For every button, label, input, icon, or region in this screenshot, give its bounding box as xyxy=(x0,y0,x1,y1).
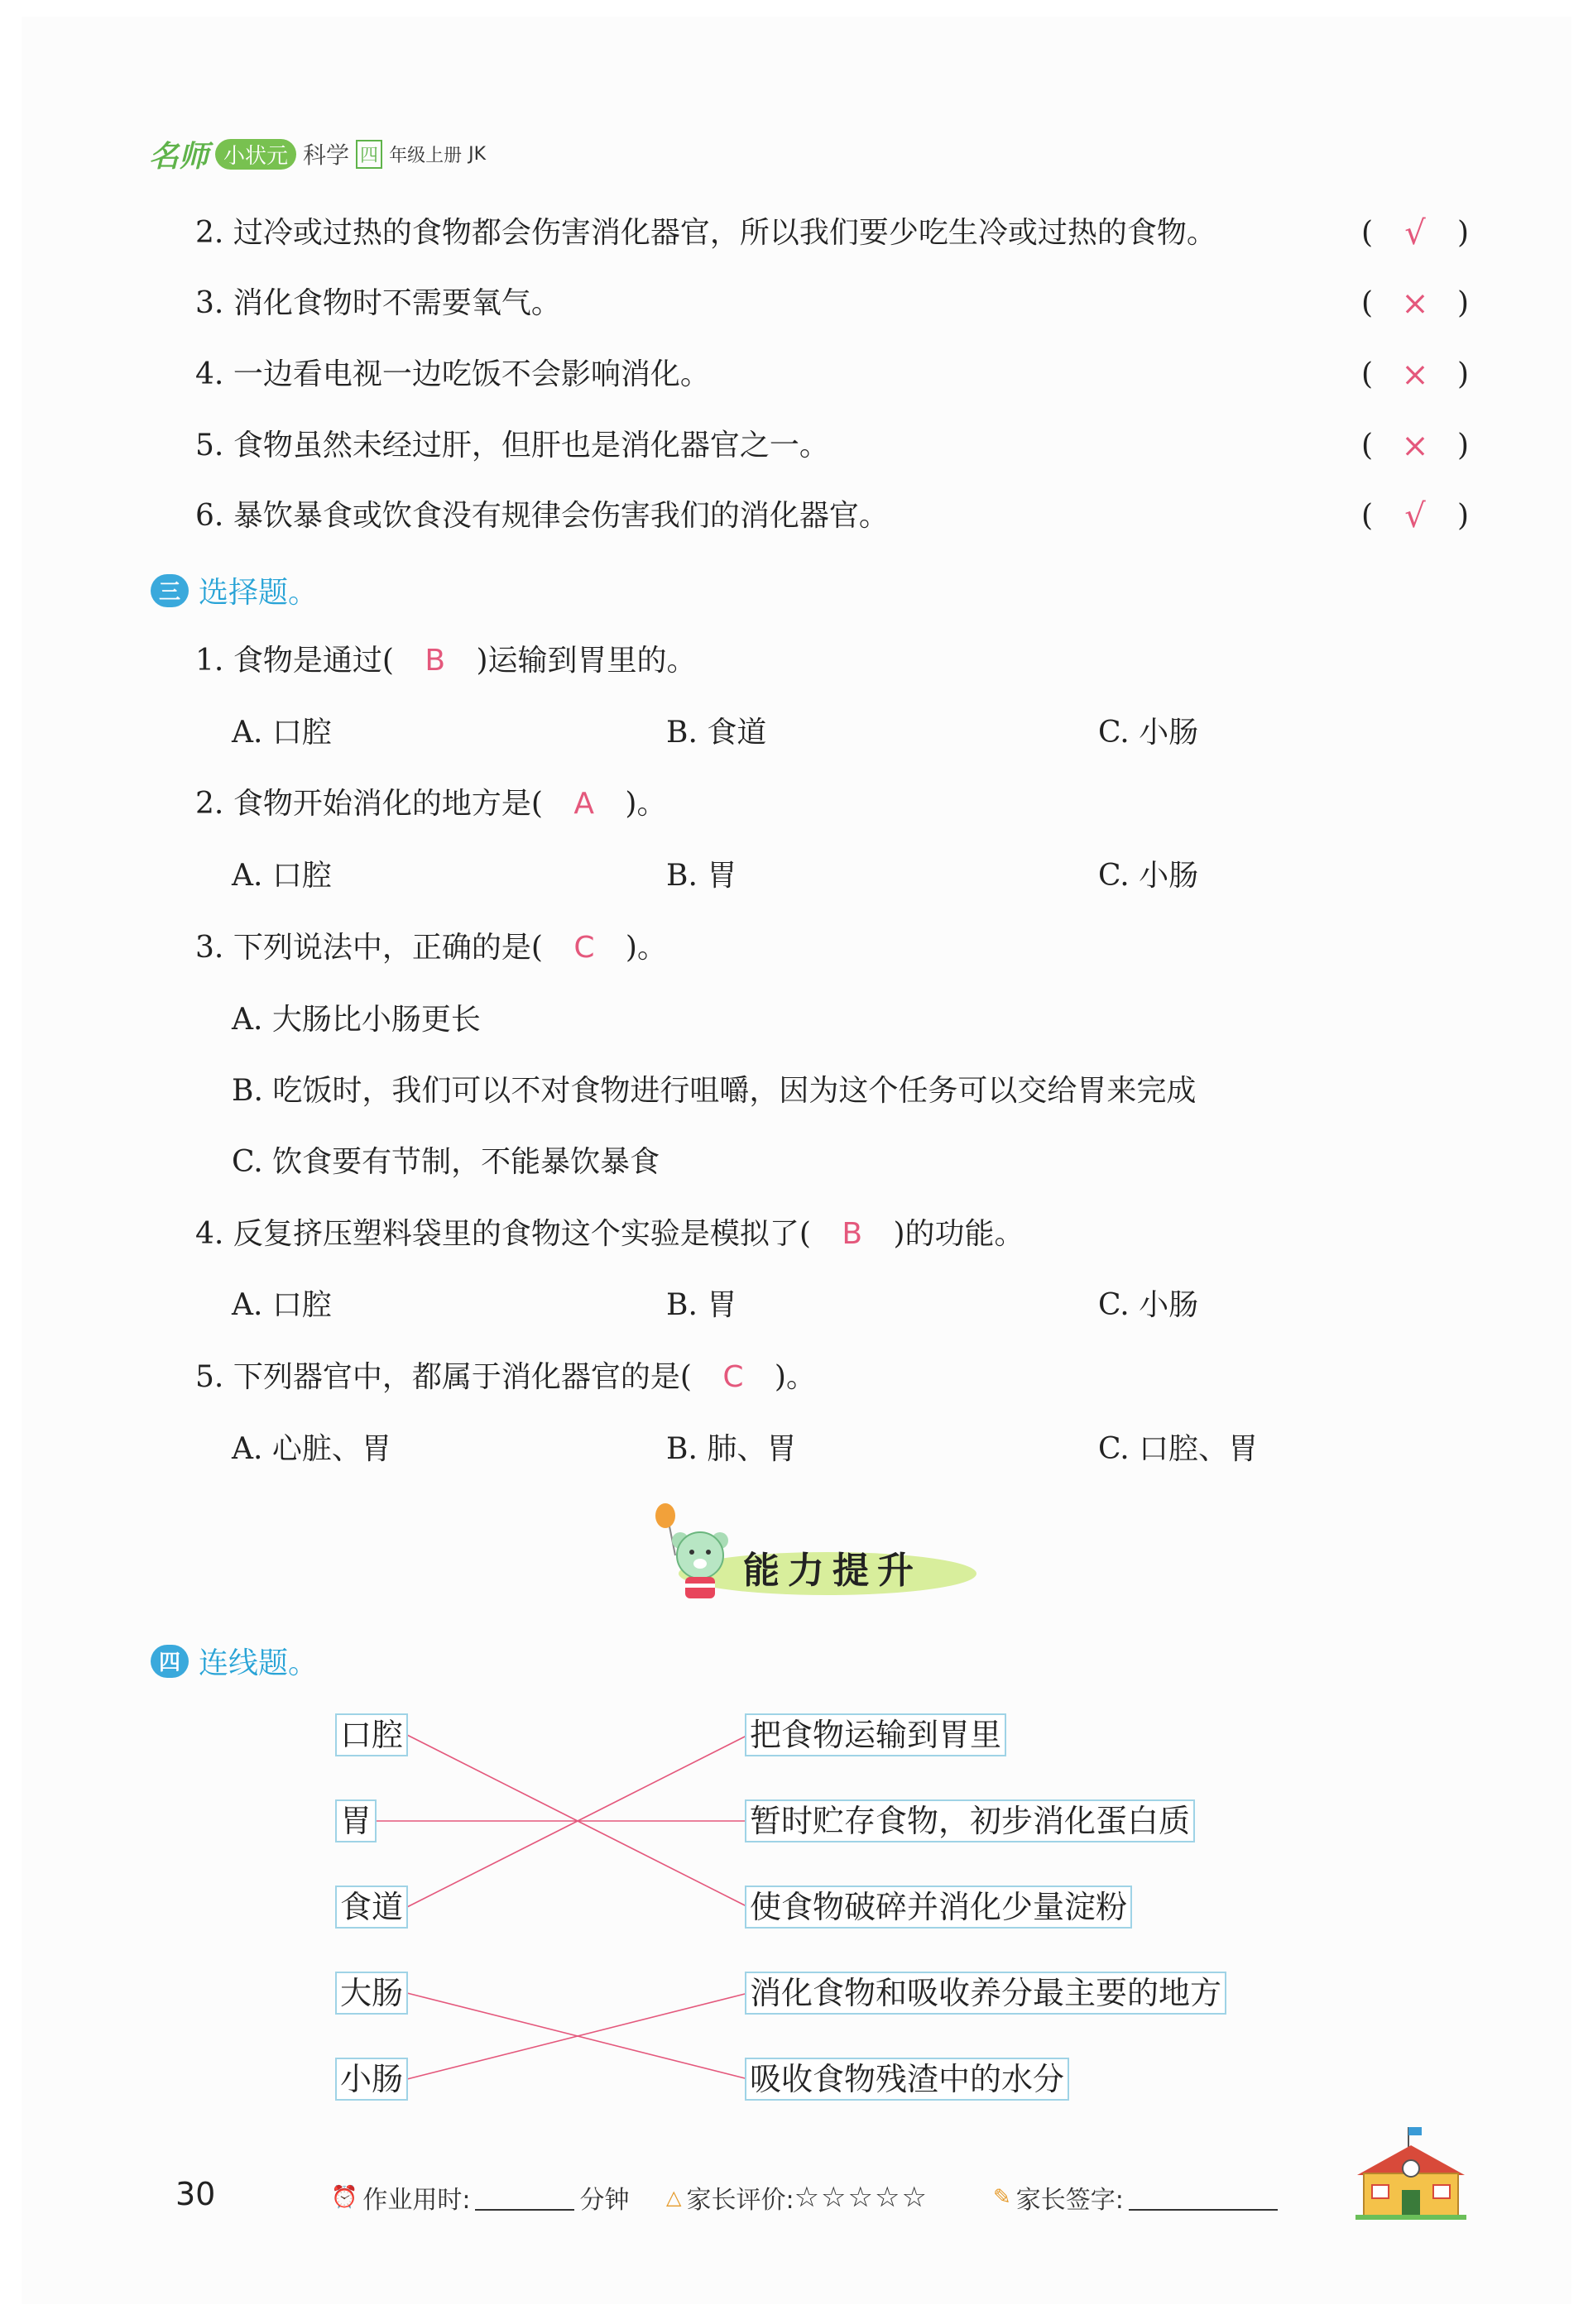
section-number-badge: 三 xyxy=(151,574,189,607)
match-right-item[interactable]: 消化食物和吸收养分最主要的地方 xyxy=(745,1972,1226,2015)
question-text: 过冷或过热的食物都会伤害消化器官，所以我们要少吃生冷或过热的食物。 xyxy=(233,216,1216,250)
section-title: 选择题。 xyxy=(199,576,319,610)
option: B. 胃 xyxy=(666,859,737,893)
answer-letter: C xyxy=(722,1360,744,1394)
parent-evaluation xyxy=(666,2179,928,2216)
option: C. 小肠 xyxy=(1098,716,1199,750)
section-title: 连线题。 xyxy=(199,1646,319,1680)
match-left-item[interactable]: 胃 xyxy=(335,1799,377,1842)
option: B. 吃饭时，我们可以不对食物进行咀嚼，因为这个任务可以交给胃来完成 xyxy=(232,1074,1197,1108)
grade-box: 四 xyxy=(356,140,382,169)
choice-question: 5. 下列器官中，都属于消化器官的是( C )。 xyxy=(195,1360,816,1394)
option: C. 小肠 xyxy=(1098,859,1199,893)
school-house-icon xyxy=(1349,2122,1473,2221)
match-right-item[interactable]: 把食物运输到胃里 xyxy=(745,1713,1006,1756)
parent-sign-label: 家长签字: xyxy=(1015,2186,1124,2215)
subject-label: 科学 xyxy=(303,141,350,169)
check-mark: √ xyxy=(1404,497,1426,535)
option: C. 口腔、胃 xyxy=(1098,1432,1259,1466)
match-left-item[interactable]: 口腔 xyxy=(335,1713,408,1756)
answer-paren: ( × ) xyxy=(1361,285,1469,323)
option: C. 饮食要有节制，不能暴饮暴食 xyxy=(232,1145,660,1179)
option: C. 小肠 xyxy=(1098,1288,1199,1322)
pencil-icon: ✎ xyxy=(993,2185,1011,2210)
question-number: 4. xyxy=(195,357,224,391)
bell-icon: △ xyxy=(666,2186,682,2209)
question-text: 一边看电视一边吃饭不会影响消化。 xyxy=(233,357,710,391)
match-left-item[interactable]: 食道 xyxy=(335,1886,408,1929)
match-right-item[interactable]: 使食物破碎并消化少量淀粉 xyxy=(745,1886,1132,1929)
brand-name: 名师 xyxy=(149,139,209,174)
homework-time xyxy=(331,2179,629,2216)
cross-mark: × xyxy=(1401,356,1429,394)
section-number-badge: 四 xyxy=(151,1645,189,1678)
option: B. 胃 xyxy=(666,1288,737,1322)
answer-paren: ( × ) xyxy=(1361,356,1469,394)
question-text: 暴饮暴食或饮食没有规律会伤害我们的消化器官。 xyxy=(233,499,889,533)
option: A. 心脏、胃 xyxy=(232,1432,391,1466)
option: B. 肺、胃 xyxy=(666,1432,797,1466)
grade-text: 年级上册 xyxy=(389,145,463,166)
option: A. 口腔 xyxy=(232,716,332,750)
cross-mark: × xyxy=(1401,285,1429,323)
question-number: 2. xyxy=(195,216,224,250)
parent-eval-label: 家长评价: xyxy=(686,2186,794,2215)
answer-paren: ( √ ) xyxy=(1361,214,1469,252)
check-mark: √ xyxy=(1404,214,1426,252)
question-number: 6. xyxy=(195,499,224,533)
rating-stars[interactable]: ☆☆☆☆☆ xyxy=(794,2181,928,2214)
choice-question: 3. 下列说法中，正确的是( C )。 xyxy=(195,931,667,965)
question-number: 5. xyxy=(195,429,224,462)
question-text: 食物虽然未经过肝，但肝也是消化器官之一。 xyxy=(233,429,829,462)
answer-letter: B xyxy=(425,644,446,678)
match-right-item[interactable]: 暂时贮存食物，初步消化蛋白质 xyxy=(745,1799,1195,1842)
alarm-clock-icon: ⏰ xyxy=(331,2185,358,2210)
answer-paren: ( √ ) xyxy=(1361,497,1469,535)
question-text: 消化食物时不需要氧气。 xyxy=(233,286,561,320)
answer-paren: ( × ) xyxy=(1361,427,1469,465)
homework-time-label: 作业用时: xyxy=(362,2186,471,2215)
brand-badge: 小状元 xyxy=(215,139,296,170)
match-right-item[interactable]: 吸收食物残渣中的水分 xyxy=(745,2058,1069,2101)
option: B. 食道 xyxy=(666,716,767,750)
answer-letter: B xyxy=(842,1217,863,1251)
option: A. 大肠比小肠更长 xyxy=(232,1003,481,1037)
time-blank[interactable] xyxy=(475,2184,574,2211)
page-number: 30 xyxy=(175,2176,216,2212)
choice-question: 1. 食物是通过( B )运输到胃里的。 xyxy=(195,644,697,678)
parent-signature xyxy=(993,2179,1278,2216)
answer-letter: C xyxy=(573,931,595,965)
edition-label: JK xyxy=(468,143,486,165)
choice-question: 4. 反复挤压塑料袋里的食物这个实验是模拟了( B )的功能。 xyxy=(195,1217,1024,1251)
match-left-item[interactable]: 大肠 xyxy=(335,1972,408,2015)
answer-letter: A xyxy=(573,787,594,821)
signature-blank[interactable] xyxy=(1129,2184,1278,2211)
question-number: 3. xyxy=(195,286,224,320)
cross-mark: × xyxy=(1401,427,1429,465)
option: A. 口腔 xyxy=(232,1288,332,1322)
option: A. 口腔 xyxy=(232,859,332,893)
banner-title: 能力提升 xyxy=(743,1550,922,1592)
minutes-label: 分钟 xyxy=(579,2186,630,2215)
match-left-item[interactable]: 小肠 xyxy=(335,2058,408,2101)
choice-question: 2. 食物开始消化的地方是( A )。 xyxy=(195,787,667,821)
